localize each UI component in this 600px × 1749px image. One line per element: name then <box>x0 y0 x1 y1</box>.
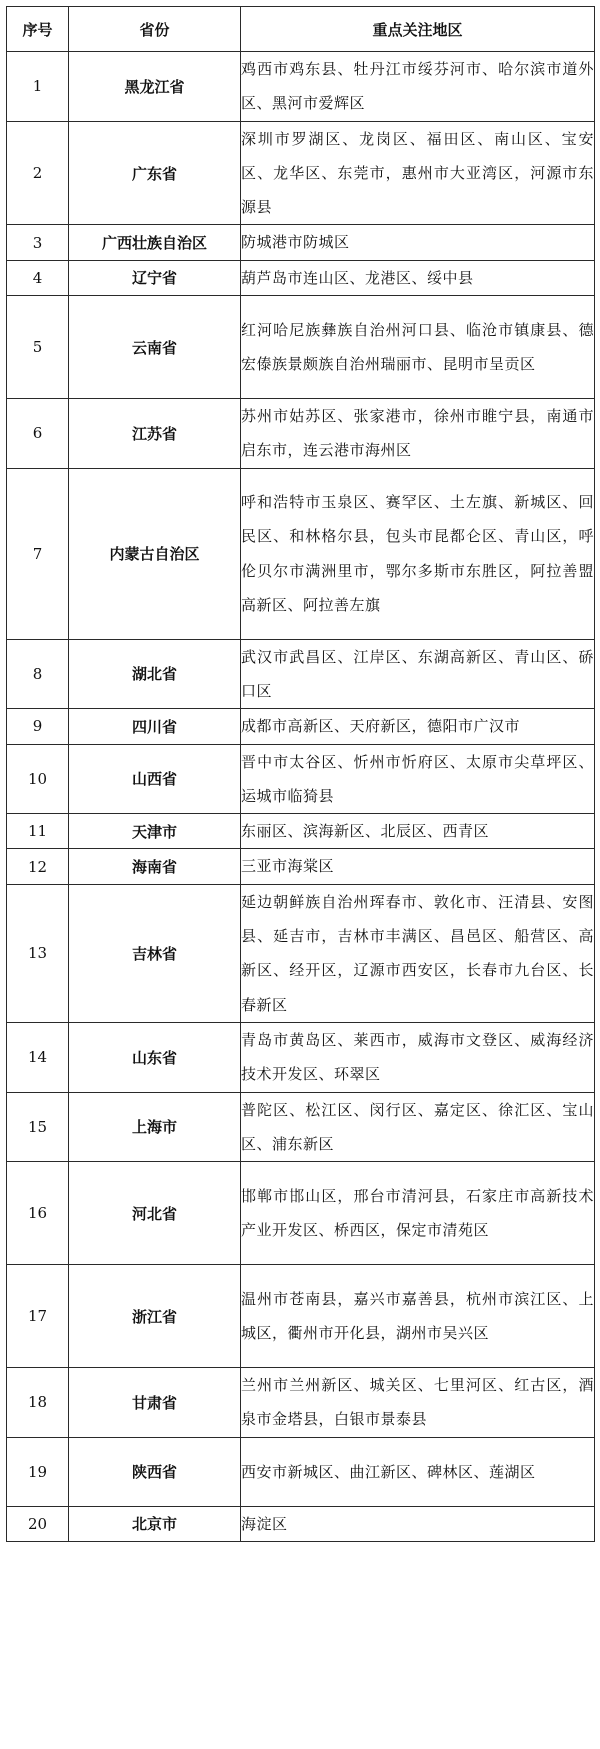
row-province: 吉林省 <box>69 884 241 1022</box>
row-areas: 成都市高新区、天府新区，德阳市广汉市 <box>241 709 595 744</box>
row-province: 湖北省 <box>69 639 241 709</box>
row-province: 北京市 <box>69 1506 241 1541</box>
row-province: 黑龙江省 <box>69 52 241 122</box>
table-row <box>7 225 595 260</box>
row-index: 2 <box>7 121 69 225</box>
header-index: 序号 <box>7 7 69 52</box>
table-row <box>7 1368 595 1438</box>
row-areas: 鸡西市鸡东县、牡丹江市绥芬河市、哈尔滨市道外区、黑河市爱辉区 <box>241 52 595 122</box>
table-row <box>7 849 595 884</box>
row-areas: 东丽区、滨海新区、北辰区、西青区 <box>241 814 595 849</box>
row-index: 12 <box>7 849 69 884</box>
row-province: 天津市 <box>69 814 241 849</box>
row-province: 浙江省 <box>69 1265 241 1368</box>
row-areas: 邯郸市邯山区，邢台市清河县，石家庄市高新技术产业开发区、桥西区，保定市清苑区 <box>241 1162 595 1265</box>
row-index: 7 <box>7 468 69 639</box>
row-province: 陕西省 <box>69 1437 241 1506</box>
row-province: 四川省 <box>69 709 241 744</box>
table-row <box>7 296 595 399</box>
table-row <box>7 639 595 709</box>
table-row <box>7 1162 595 1265</box>
row-index: 14 <box>7 1022 69 1092</box>
table-row <box>7 121 595 225</box>
row-areas: 三亚市海棠区 <box>241 849 595 884</box>
table-row <box>7 884 595 1022</box>
table-row <box>7 1506 595 1541</box>
table-row <box>7 709 595 744</box>
table-row <box>7 399 595 469</box>
row-province: 内蒙古自治区 <box>69 468 241 639</box>
row-areas: 温州市苍南县，嘉兴市嘉善县，杭州市滨江区、上城区，衢州市开化县，湖州市吴兴区 <box>241 1265 595 1368</box>
row-index: 18 <box>7 1368 69 1438</box>
row-province: 辽宁省 <box>69 260 241 295</box>
table-body <box>7 52 595 1542</box>
regions-table <box>6 6 595 1542</box>
row-areas: 葫芦岛市连山区、龙港区、绥中县 <box>241 260 595 295</box>
row-index: 11 <box>7 814 69 849</box>
table-row <box>7 52 595 122</box>
table-row <box>7 468 595 639</box>
row-areas: 延边朝鲜族自治州珲春市、敦化市、汪清县、安图县、延吉市，吉林市丰满区、昌邑区、船营区、高新区、经开区，辽源市西安区，长春市九台区、长春新区 <box>241 884 595 1022</box>
row-index: 20 <box>7 1506 69 1541</box>
row-province: 云南省 <box>69 296 241 399</box>
row-index: 3 <box>7 225 69 260</box>
row-province: 山西省 <box>69 744 241 814</box>
row-index: 15 <box>7 1092 69 1162</box>
row-areas: 青岛市黄岛区、莱西市，威海市文登区、威海经济技术开发区、环翠区 <box>241 1022 595 1092</box>
header-areas: 重点关注地区 <box>241 7 595 52</box>
row-index: 1 <box>7 52 69 122</box>
row-province: 河北省 <box>69 1162 241 1265</box>
row-index: 10 <box>7 744 69 814</box>
row-areas: 海淀区 <box>241 1506 595 1541</box>
row-index: 5 <box>7 296 69 399</box>
row-index: 13 <box>7 884 69 1022</box>
header-row <box>7 7 595 52</box>
table-row <box>7 1265 595 1368</box>
row-areas: 呼和浩特市玉泉区、赛罕区、土左旗、新城区、回民区、和林格尔县，包头市昆都仑区、青山区，呼伦贝尔市满洲里市，鄂尔多斯市东胜区，阿拉善盟高新区、阿拉善左旗 <box>241 468 595 639</box>
row-province: 广东省 <box>69 121 241 225</box>
header-province: 省份 <box>69 7 241 52</box>
row-index: 9 <box>7 709 69 744</box>
row-index: 19 <box>7 1437 69 1506</box>
row-areas: 苏州市姑苏区、张家港市，徐州市睢宁县，南通市启东市，连云港市海州区 <box>241 399 595 469</box>
row-index: 8 <box>7 639 69 709</box>
row-index: 4 <box>7 260 69 295</box>
table-row <box>7 1437 595 1506</box>
row-areas: 西安市新城区、曲江新区、碑林区、莲湖区 <box>241 1437 595 1506</box>
row-index: 16 <box>7 1162 69 1265</box>
row-province: 江苏省 <box>69 399 241 469</box>
table-row <box>7 744 595 814</box>
row-index: 17 <box>7 1265 69 1368</box>
table-row <box>7 1022 595 1092</box>
row-areas: 红河哈尼族彝族自治州河口县、临沧市镇康县、德宏傣族景颇族自治州瑞丽市、昆明市呈贡区 <box>241 296 595 399</box>
row-areas: 深圳市罗湖区、龙岗区、福田区、南山区、宝安区、龙华区、东莞市，惠州市大亚湾区，河源市东源县 <box>241 121 595 225</box>
row-index: 6 <box>7 399 69 469</box>
table-row <box>7 1092 595 1162</box>
row-province: 山东省 <box>69 1022 241 1092</box>
table-header <box>7 7 595 52</box>
row-province: 甘肃省 <box>69 1368 241 1438</box>
table-row <box>7 260 595 295</box>
row-areas: 武汉市武昌区、江岸区、东湖高新区、青山区、硚口区 <box>241 639 595 709</box>
row-province: 广西壮族自治区 <box>69 225 241 260</box>
row-areas: 普陀区、松江区、闵行区、嘉定区、徐汇区、宝山区、浦东新区 <box>241 1092 595 1162</box>
table-row <box>7 814 595 849</box>
row-areas: 防城港市防城区 <box>241 225 595 260</box>
row-areas: 晋中市太谷区、忻州市忻府区、太原市尖草坪区、运城市临猗县 <box>241 744 595 814</box>
row-areas: 兰州市兰州新区、城关区、七里河区、红古区，酒泉市金塔县，白银市景泰县 <box>241 1368 595 1438</box>
row-province: 上海市 <box>69 1092 241 1162</box>
row-province: 海南省 <box>69 849 241 884</box>
